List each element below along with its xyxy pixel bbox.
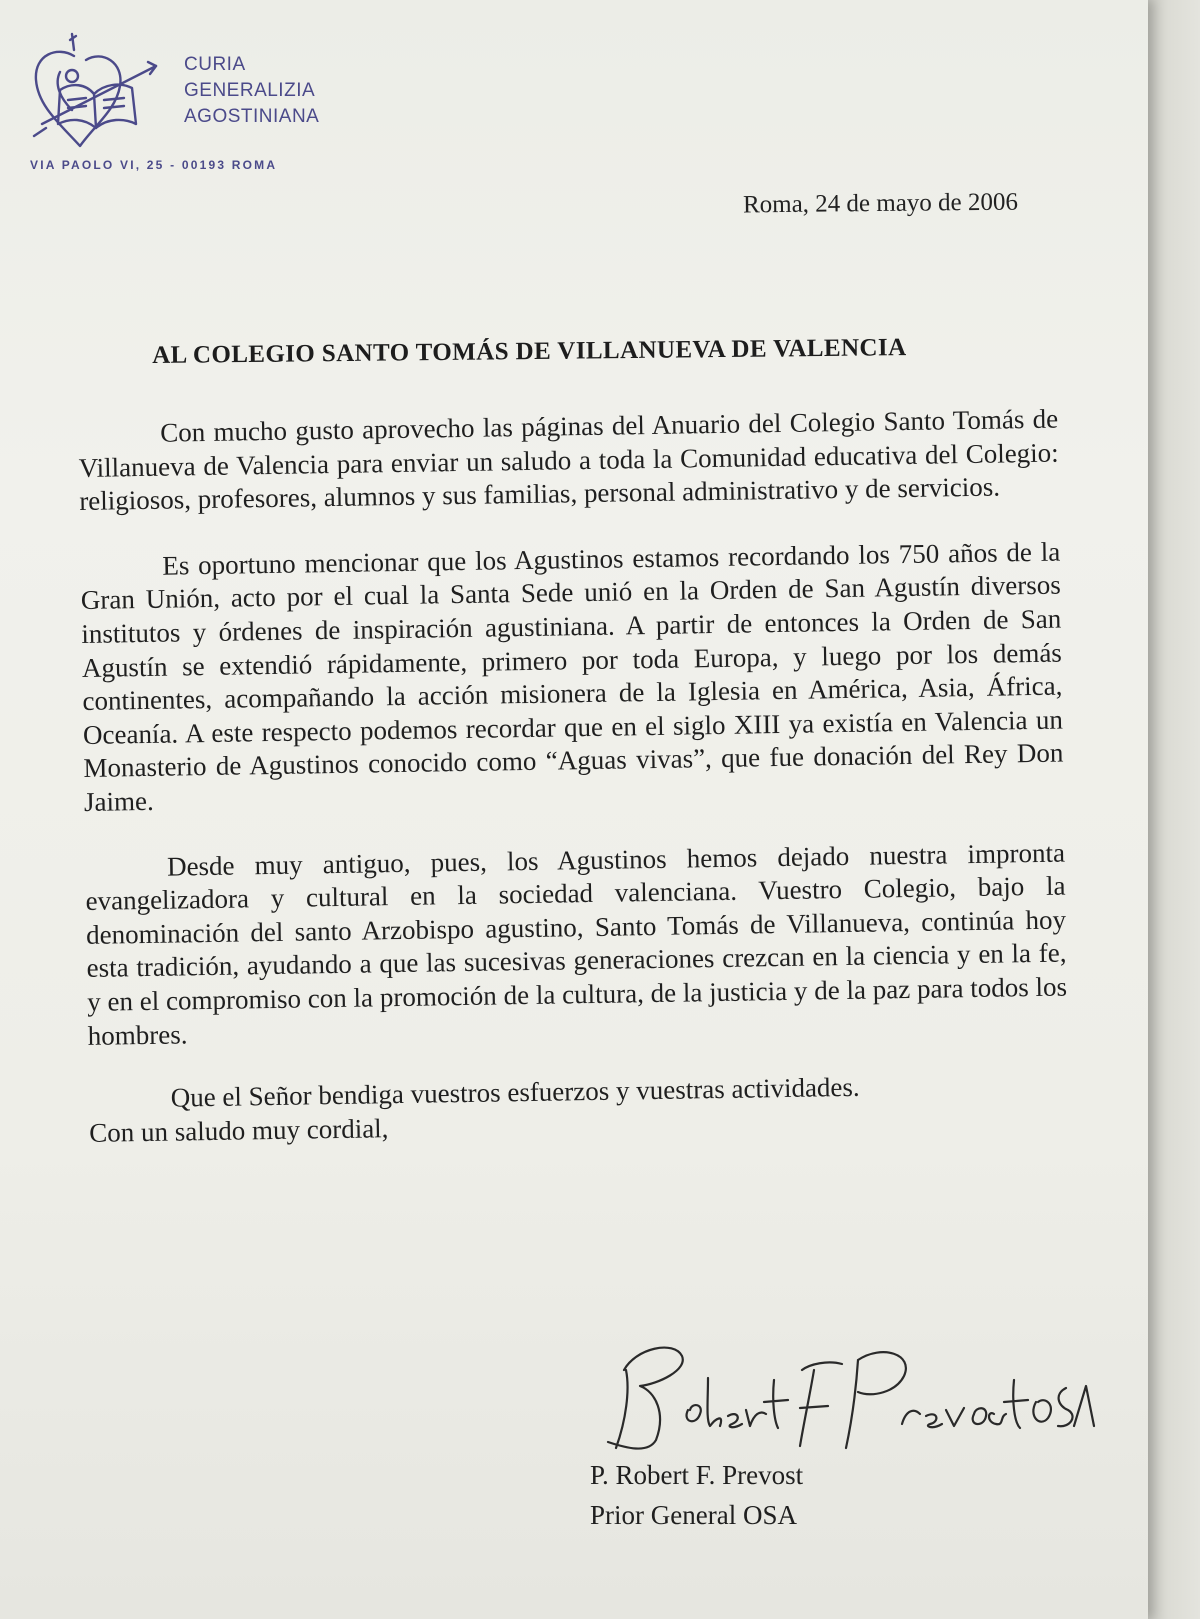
- letterhead: [24, 28, 364, 178]
- closing-blessing: Que el Señor bendiga vuestros esfuerzos y vuestras actividades.: [170, 1071, 860, 1113]
- letter-date: Roma, 24 de mayo de 2006: [742, 188, 1019, 219]
- body-paragraph-1: Con mucho gusto aprovecho las páginas del Anuario del Colegio Santo Tomás de Villanueva de Valencia para enviar un saludo a toda la Comunidad educativa del Colegio: religiosos, profesores, alumnos y sus familias, personal administrativo y de servicios.: [78, 403, 1059, 517]
- augustinian-heart-book-icon: [24, 28, 164, 158]
- signer-name: P. Robert F. Prevost: [590, 1460, 804, 1490]
- letterhead-address: VIA PAOLO VI, 25 - 00193 ROMA: [30, 158, 278, 172]
- handwritten-signature: [596, 1330, 1096, 1460]
- closing-salutation: Con un saludo muy cordial,: [88, 1112, 389, 1148]
- letter-recipient-heading: AL COLEGIO SANTO TOMÁS DE VILLANUEVA DE VALENCIA: [152, 334, 907, 369]
- organization-name: [184, 52, 319, 130]
- body-paragraph-3: Desde muy antiguo, pues, los Agustinos hemos dejado nuestra impronta evangelizadora y cultural en la sociedad valenciana. Vuestro Colegio, bajo la denominación del santo Arzobispo agustino, Santo Tomás de Villanueva, continúa hoy esta tradición, ayudando a que las sucesivas generaciones crezcan en la ciencia y en la fe, y en el compromiso con la promoción de la cultura, de la justicia y de la paz para todos los hombres.: [85, 837, 1068, 1051]
- signer-title: Prior General OSA: [590, 1500, 797, 1530]
- org-line-curia: CURIA: [184, 54, 246, 75]
- signer-block: [590, 1455, 803, 1535]
- org-line-agostiniana: AGOSTINIANA: [184, 106, 320, 127]
- letter-body: [78, 403, 1069, 1151]
- letter-closing: [88, 1068, 1069, 1151]
- paper-edge: [1148, 0, 1200, 1619]
- body-paragraph-2: Es oportuno mencionar que los Agustinos estamos recordando los 750 años de la Gran Unión, acto por el cual la Santa Sede unió en la Orden de San Agustín diversos institutos y órdenes de inspiración agustiniana. A partir de entonces la Orden de San Agustín se extendió rápidamente, primero por toda Europa, y luego por los demás continentes, acompañando la acción misionera de la Iglesia en América, Asia, África, Oceanía. A este respecto podemos recordar que en el siglo XIII ya existía en Valencia un Monasterio de Agustinos conocido como “Aguas vivas”, que fue donación del Rey Don Jaime.: [80, 536, 1064, 817]
- org-line-generalizia: GENERALIZIA: [184, 80, 316, 101]
